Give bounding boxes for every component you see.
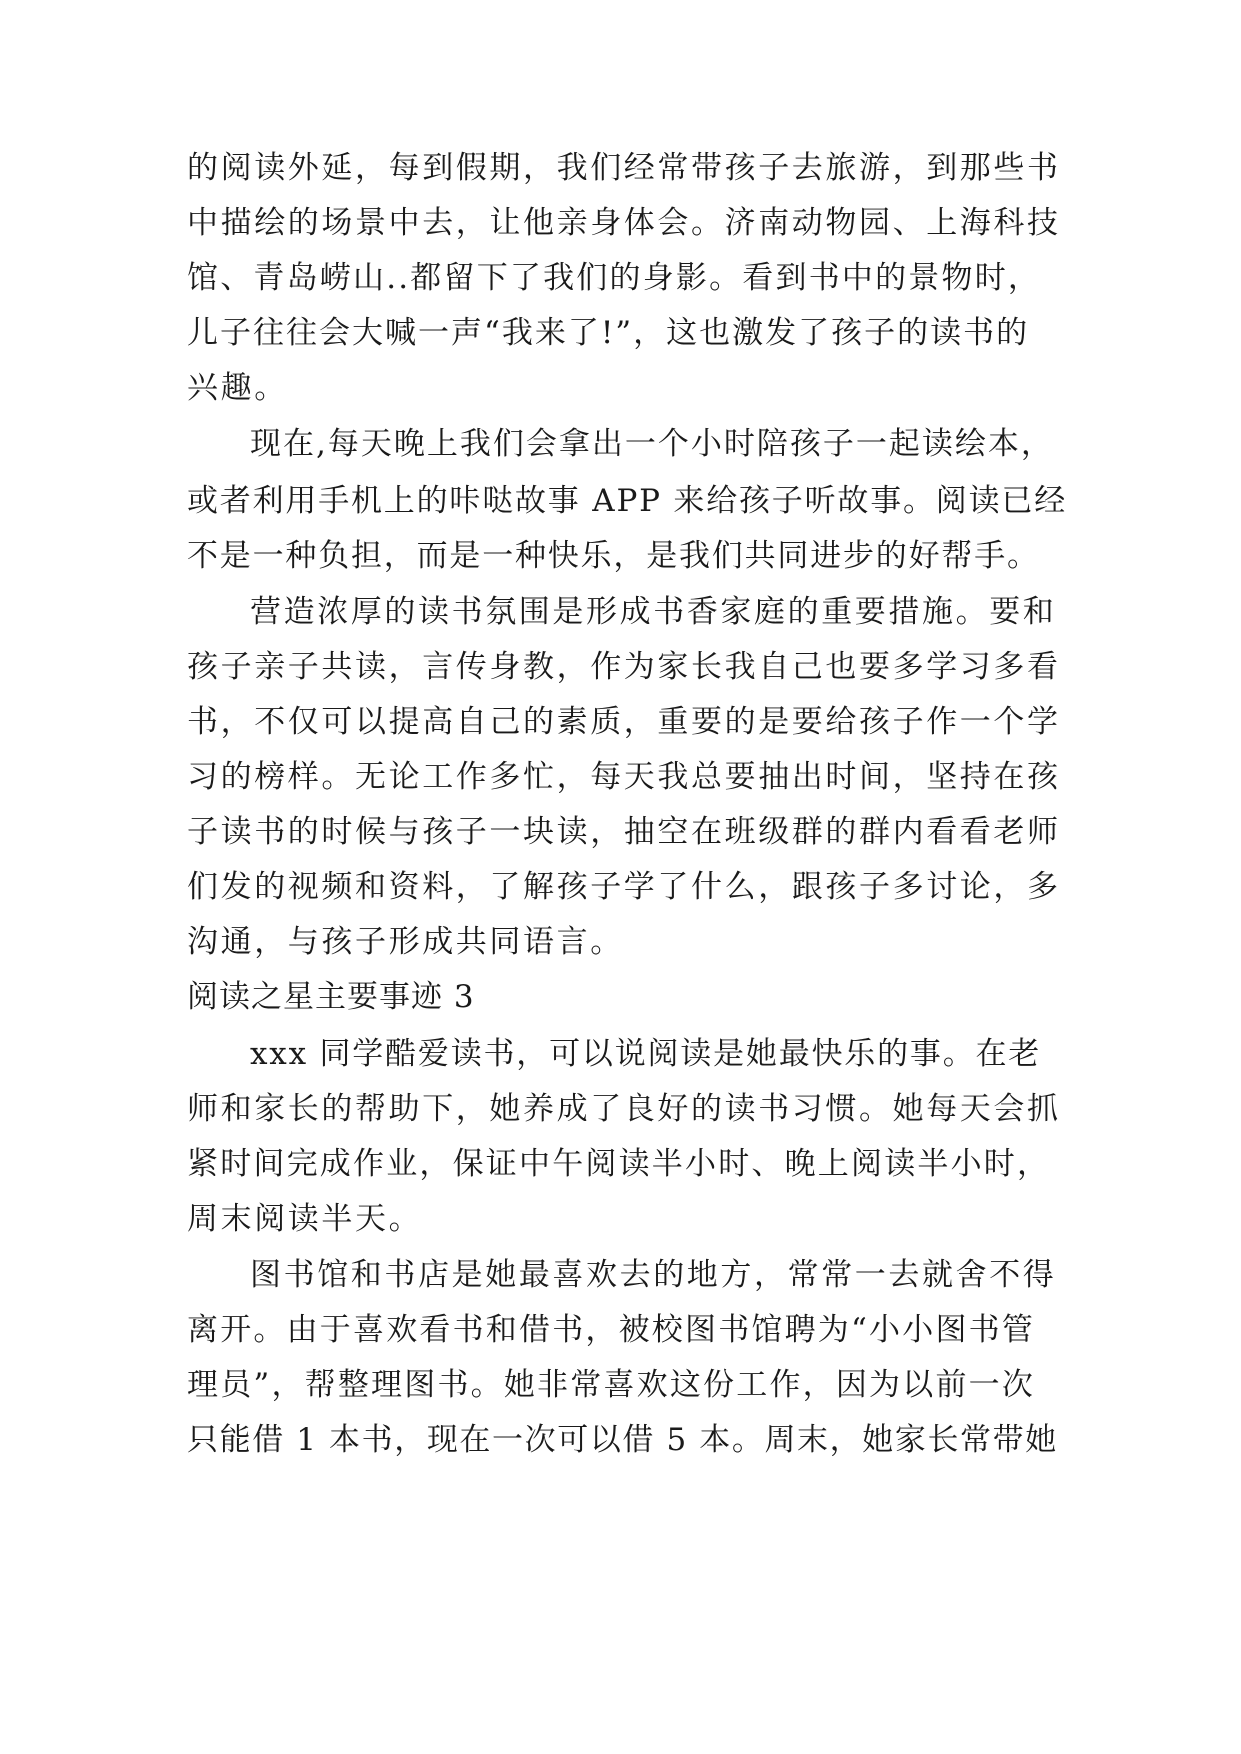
text-line: 儿子往往会大喊一声“我来了!”，这也激发了孩子的读书的 xyxy=(187,315,1030,351)
text-line: 孩子亲子共读，言传身教，作为家长我自己也要多学习多看 xyxy=(187,649,1061,685)
text-line: 或者利用手机上的咔哒故事 APP 来给孩子听故事。阅读已经 xyxy=(187,483,1068,519)
text-line: 离开。由于喜欢看书和借书，被校图书馆聘为“小小图书管 xyxy=(187,1312,1036,1348)
text-line: 不是一种负担，而是一种快乐，是我们共同进步的好帮手。 xyxy=(187,538,1040,574)
text-line: 们发的视频和资料，了解孩子学了什么，跟孩子多讨论，多 xyxy=(187,869,1061,905)
section-heading: 阅读之星主要事迹 3 xyxy=(187,979,475,1015)
text-line: 周末阅读半天。 xyxy=(187,1201,423,1237)
text-line: 馆、青岛崂山..都留下了我们的身影。看到书中的景物时， xyxy=(187,260,1042,296)
paragraph-first-line: 现在,每天晚上我们会拿出一个小时陪孩子一起读绘本， xyxy=(250,426,1054,462)
text-line: 习的榜样。无论工作多忙，每天我总要抽出时间，坚持在孩 xyxy=(187,759,1061,795)
text-line: 中描绘的场景中去，让他亲身体会。济南动物园、上海科技 xyxy=(187,205,1061,241)
paragraph-first-line: 图书馆和书店是她最喜欢去的地方，常常一去就舍不得 xyxy=(250,1257,1057,1293)
text-line: 沟通，与孩子形成共同语言。 xyxy=(187,924,624,960)
paragraph-first-line: xxx 同学酷爱读书，可以说阅读是她最快乐的事。在老 xyxy=(250,1036,1042,1072)
paragraph-first-line: 营造浓厚的读书氛围是形成书香家庭的重要措施。要和 xyxy=(250,594,1057,630)
text-line: 的阅读外延，每到假期，我们经常带孩子去旅游，到那些书 xyxy=(187,150,1061,186)
text-line: 书，不仅可以提高自己的素质，重要的是要给孩子作一个学 xyxy=(187,704,1061,740)
text-line: 兴趣。 xyxy=(187,370,288,406)
text-line: 师和家长的帮助下，她养成了良好的读书习惯。她每天会抓 xyxy=(187,1091,1061,1127)
text-line: 只能借 1 本书，现在一次可以借 5 本。周末，她家长常带她 xyxy=(187,1422,1058,1458)
text-line: 子读书的时候与孩子一块读，抽空在班级群的群内看看老师 xyxy=(187,814,1061,850)
text-line: 理员”，帮整理图书。她非常喜欢这份工作，因为以前一次 xyxy=(187,1367,1036,1403)
text-line: 紧时间完成作业，保证中午阅读半小时、晚上阅读半小时， xyxy=(187,1146,1051,1182)
